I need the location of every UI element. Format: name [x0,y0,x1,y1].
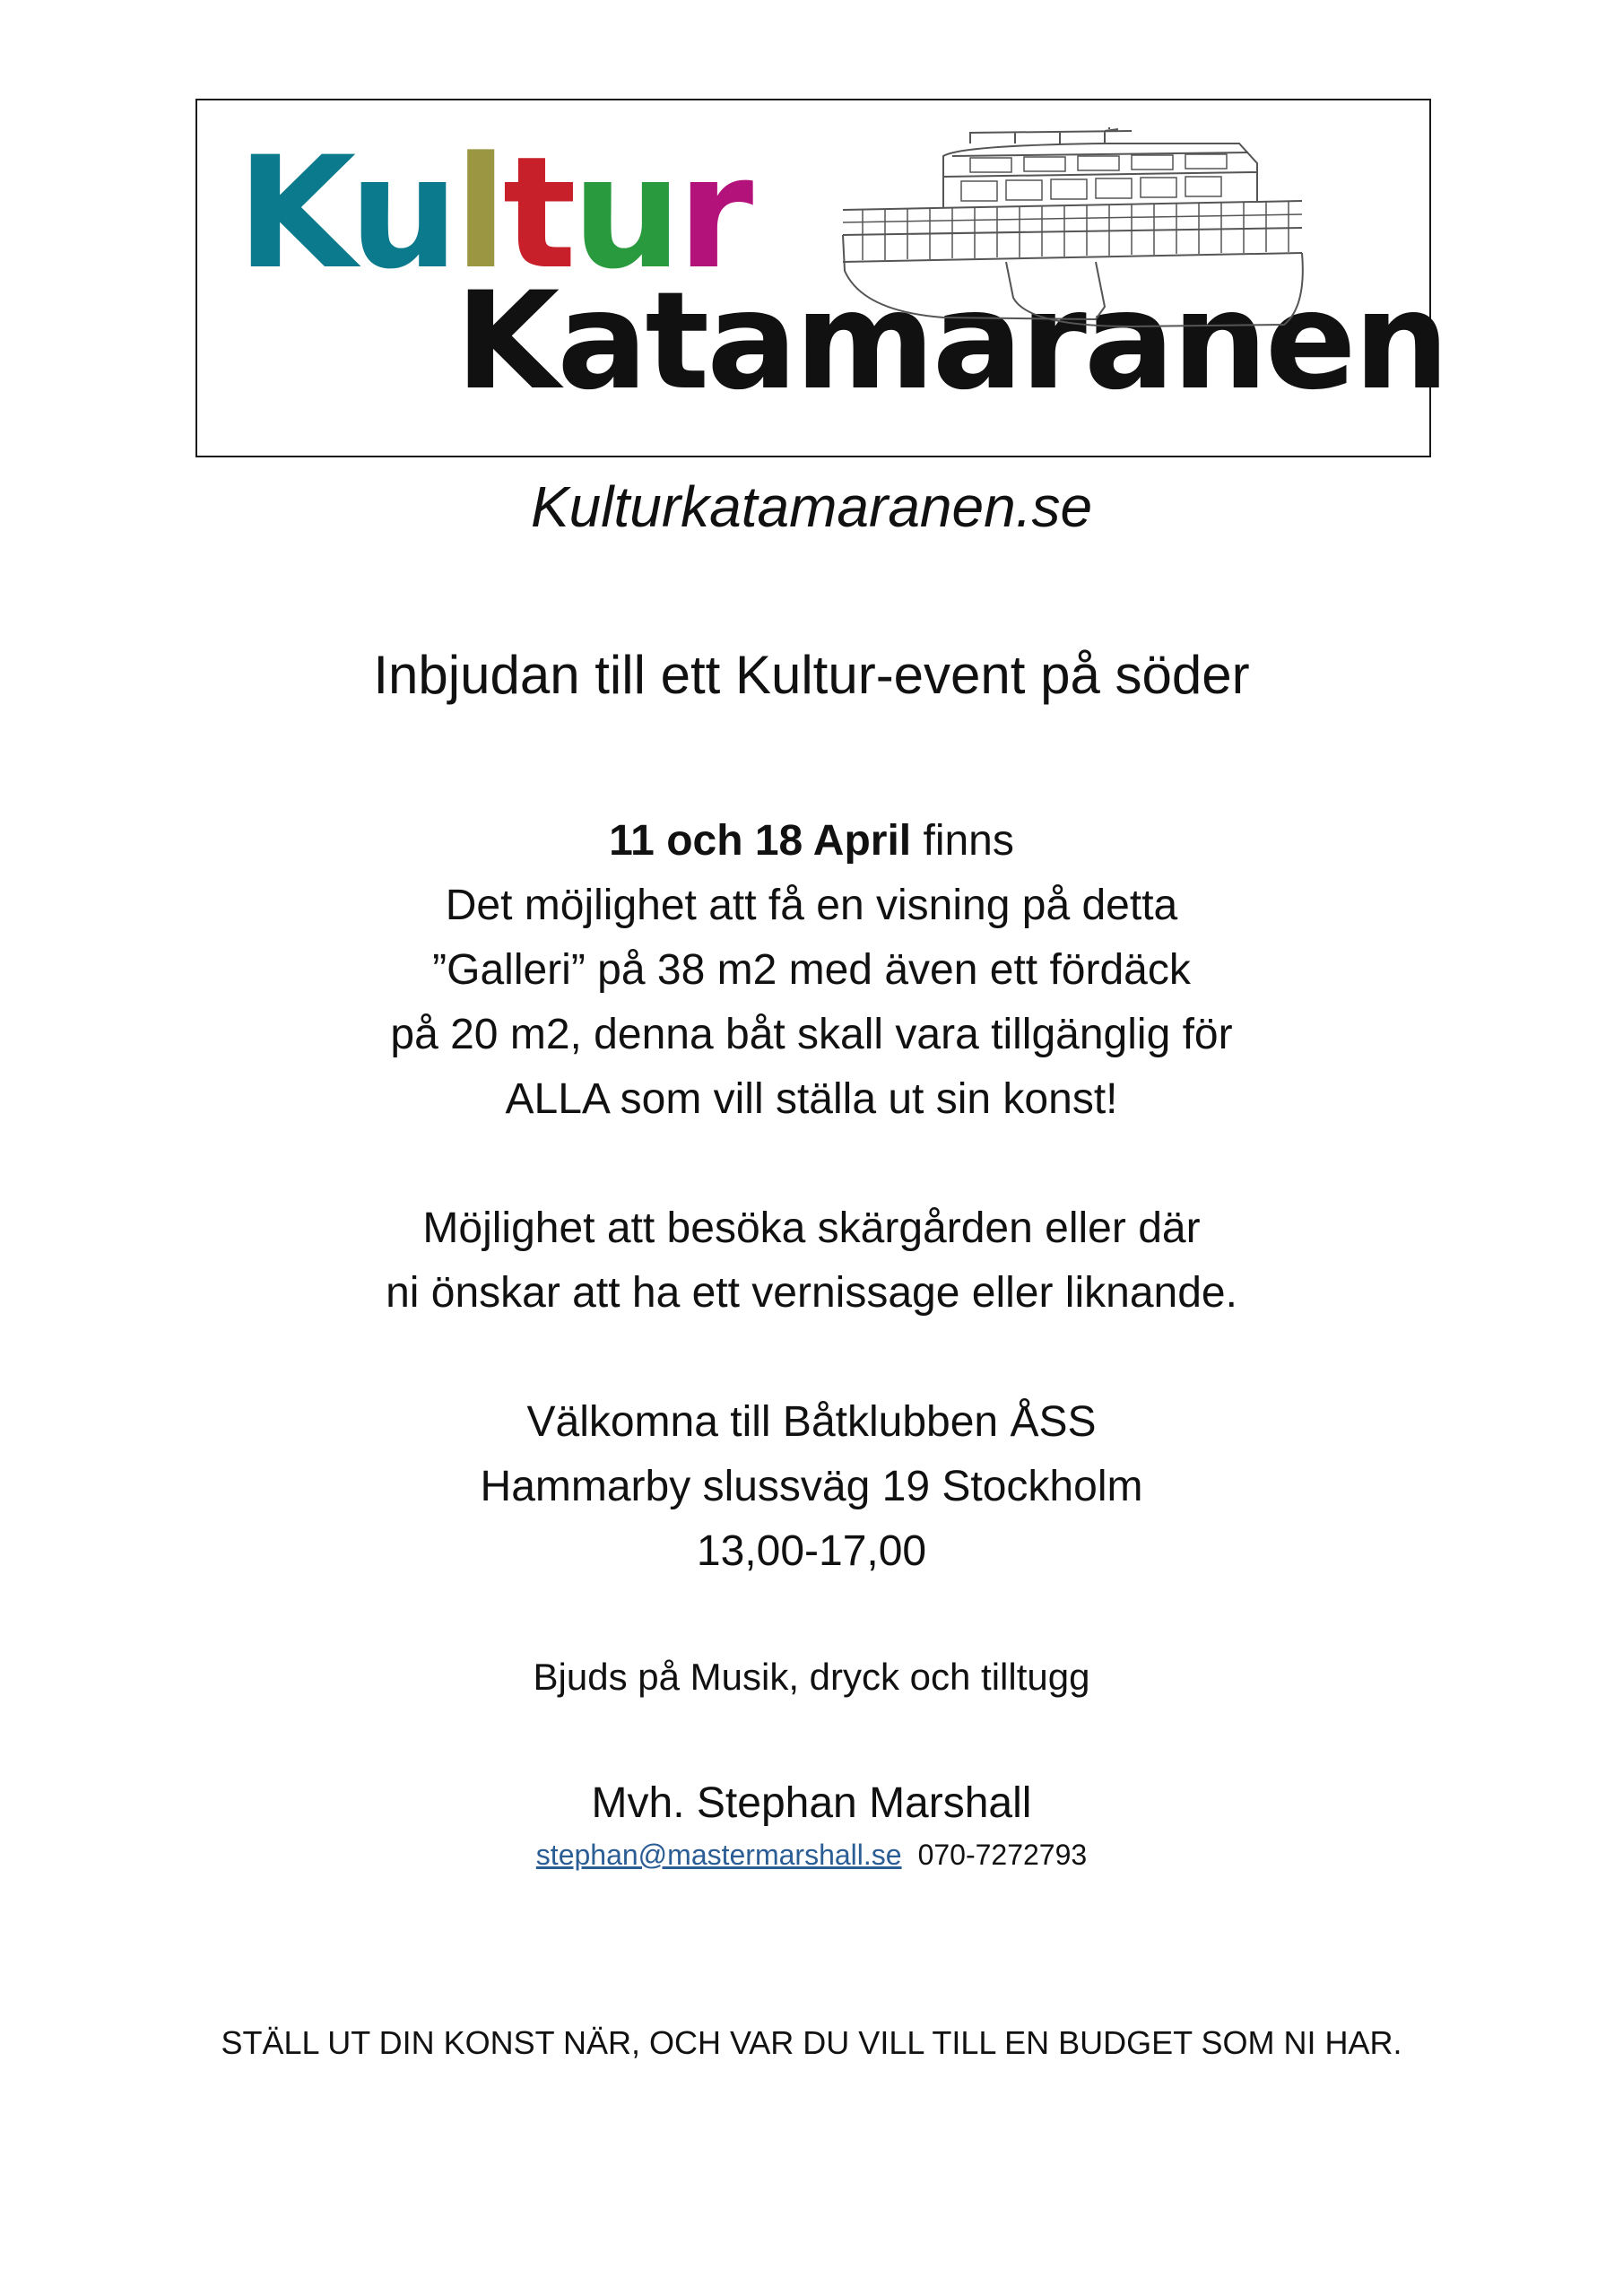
invitation-body [0,809,1623,1584]
venue-line: Välkomna till Båtklubben ÅSS [526,1398,1097,1446]
contact-line [0,1834,1623,1875]
paragraph-line: på 20 m2, denna båt skall vara tillgänglig för [390,1011,1233,1058]
page-title: Inbjudan till ett Kultur-event på söder [373,645,1250,705]
logo-letter: K [237,123,350,303]
address-line: Hammarby slussväg 19 Stockholm [480,1463,1143,1510]
website-url: Kulturkatamaranen.se [530,474,1093,539]
logo-letter: r [677,123,750,303]
logo-letter: u [571,123,678,303]
dates-line [0,809,1623,874]
dates-bold: 11 och 18 April [609,817,912,865]
spacer [0,1326,1623,1390]
logo-letter: l [454,123,503,303]
logo-letter: t [502,123,572,303]
dates-rest: finns [911,817,1014,865]
paragraph-line: Möjlighet att besöka skärgården eller där [422,1205,1201,1252]
phone-number: 070-7272793 [917,1839,1088,1871]
paragraph-line: ni önskar att ha ett vernissage eller liknande. [386,1269,1237,1317]
logo-word-katamaranen: Katamaranen [456,264,1447,420]
paragraph-line: ”Galleri” på 38 m2 med även ett fördäck [432,946,1191,994]
logo-letter: u [349,123,455,303]
treats-line: Bjuds på Musik, dryck och tilltugg [533,1656,1090,1698]
paragraph-line: Det möjlighet att få en visning på detta [445,882,1178,929]
paragraph-line: ALLA som vill ställa ut sin konst! [505,1075,1118,1123]
logo-box [195,99,1447,457]
signature: Mvh. Stephan Marshall [591,1779,1032,1827]
catamaran-boat-icon [836,127,1311,329]
time-line: 13,00-17,00 [696,1527,927,1575]
email-link[interactable]: stephan@mastermarshall.se [535,1839,902,1871]
footer-slogan: STÄLL UT DIN KONST NÄR, OCH VAR DU VILL TILL EN BUDGET SOM NI HAR. [221,2024,1402,2061]
spacer [0,1132,1623,1196]
